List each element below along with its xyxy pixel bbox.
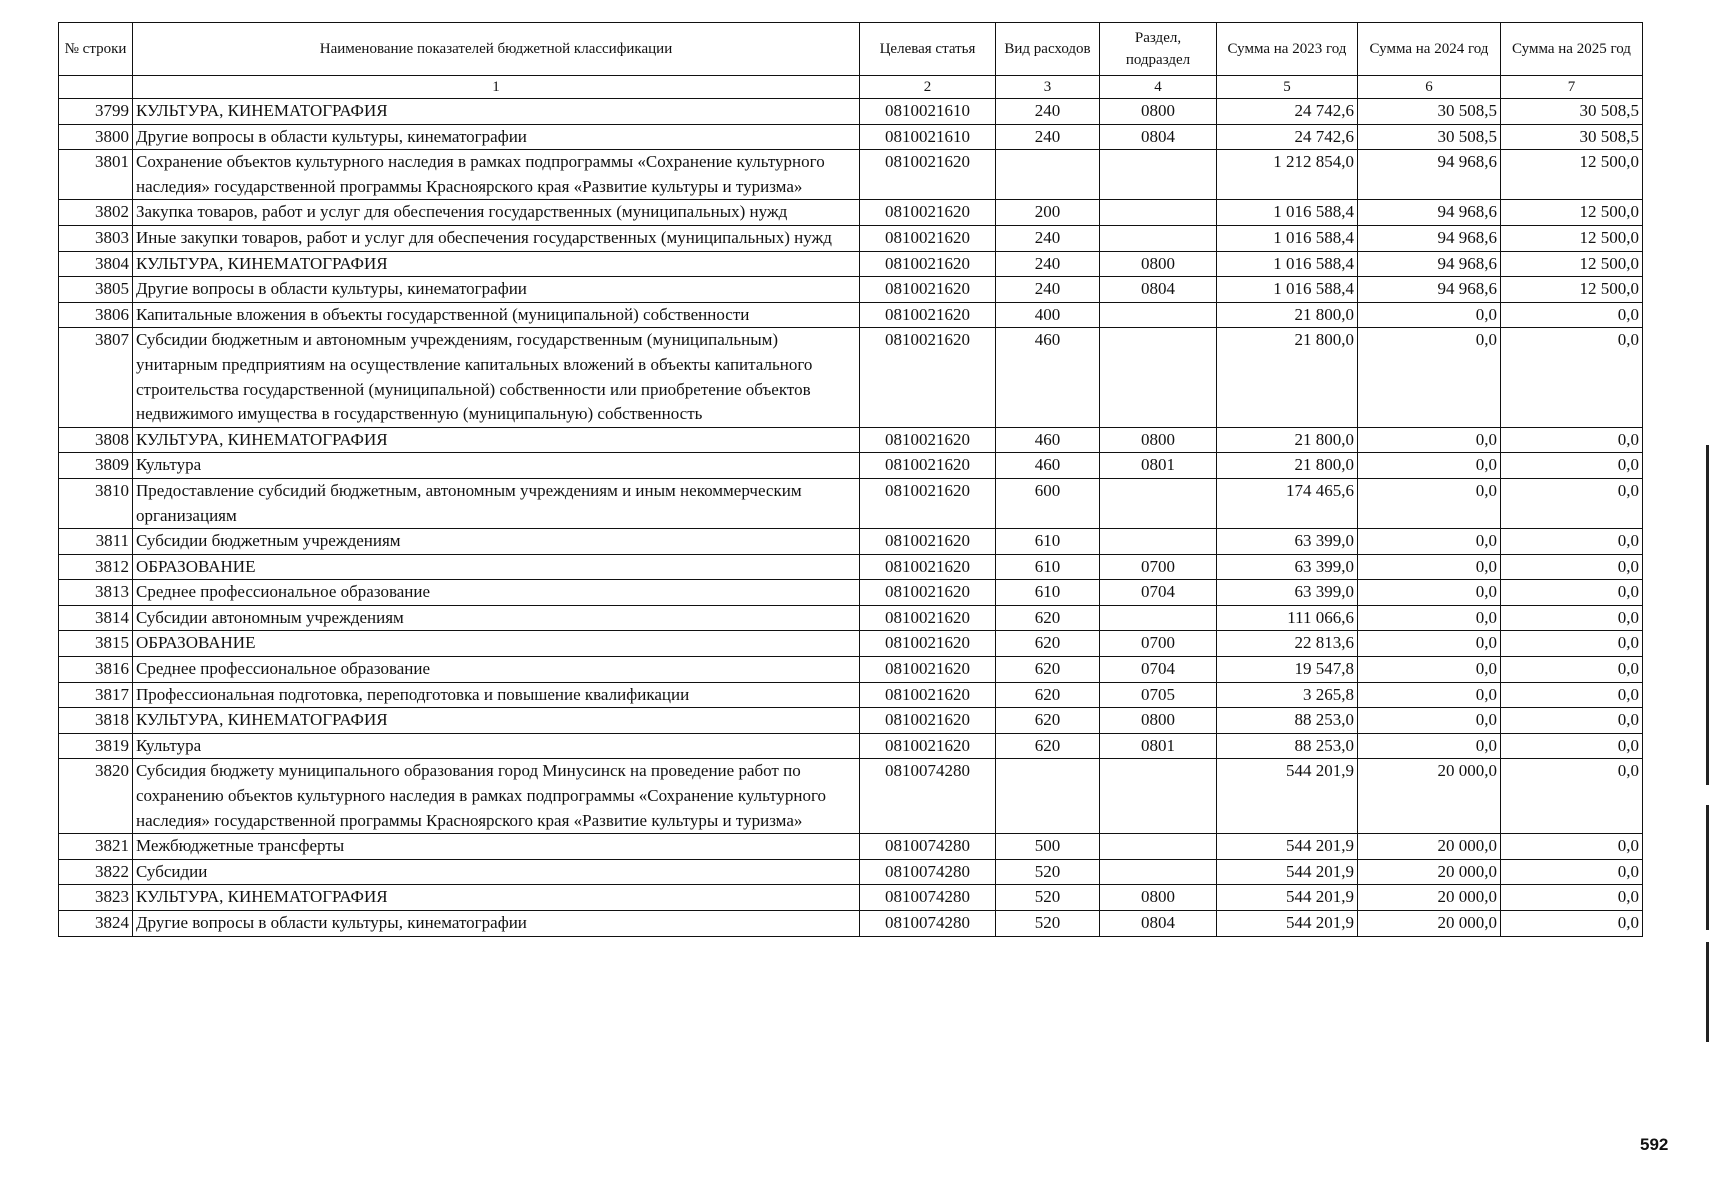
budget-table — [58, 22, 1643, 937]
table-row — [59, 99, 1643, 125]
target-article: 0810021620 — [860, 150, 996, 200]
sum-2025: 0,0 — [1501, 554, 1643, 580]
sum-2024: 0,0 — [1358, 453, 1501, 479]
expense-kind: 240 — [996, 225, 1100, 251]
sum-2025: 0,0 — [1501, 759, 1643, 834]
sum-2023: 1 016 588,4 — [1217, 277, 1358, 303]
section-code — [1100, 759, 1217, 834]
sum-2023: 1 016 588,4 — [1217, 200, 1358, 226]
section-code: 0800 — [1100, 885, 1217, 911]
expense-kind: 240 — [996, 99, 1100, 125]
indicator-name: Субсидии бюджетным и автономным учреждениям, государственным (муниципальным) унитарным предприятиям на осуществление капитальных вложений в объекты капитального строительства государственной (муниципальной) собственности или приобретение объектов недвижимого имущества в государственную (муниципальную) собственность — [133, 328, 860, 427]
row-number: 3812 — [59, 554, 133, 580]
expense-kind: 610 — [996, 580, 1100, 606]
target-article: 0810021610 — [860, 124, 996, 150]
column-number: 7 — [1501, 76, 1643, 99]
sum-2024: 0,0 — [1358, 708, 1501, 734]
row-number: 3823 — [59, 885, 133, 911]
row-number: 3802 — [59, 200, 133, 226]
sum-2023: 63 399,0 — [1217, 580, 1358, 606]
target-article: 0810021610 — [860, 99, 996, 125]
indicator-name: Иные закупки товаров, работ и услуг для обеспечения государственных (муниципальных) нужд — [133, 225, 860, 251]
target-article: 0810021620 — [860, 200, 996, 226]
sum-2025: 12 500,0 — [1501, 200, 1643, 226]
table-row — [59, 277, 1643, 303]
sum-2025: 12 500,0 — [1501, 277, 1643, 303]
sum-2025: 0,0 — [1501, 859, 1643, 885]
section-code — [1100, 302, 1217, 328]
expense-kind: 620 — [996, 708, 1100, 734]
row-number: 3800 — [59, 124, 133, 150]
sum-2024: 0,0 — [1358, 478, 1501, 528]
row-number: 3804 — [59, 251, 133, 277]
row-number: 3799 — [59, 99, 133, 125]
column-number — [59, 76, 133, 99]
sum-2024: 0,0 — [1358, 427, 1501, 453]
table-row — [59, 733, 1643, 759]
sum-2025: 0,0 — [1501, 478, 1643, 528]
table-row — [59, 580, 1643, 606]
sum-2024: 20 000,0 — [1358, 911, 1501, 937]
table-header-row — [59, 23, 1643, 76]
section-code: 0705 — [1100, 682, 1217, 708]
section-code: 0801 — [1100, 733, 1217, 759]
sum-2025: 12 500,0 — [1501, 251, 1643, 277]
target-article: 0810074280 — [860, 834, 996, 860]
sum-2023: 1 212 854,0 — [1217, 150, 1358, 200]
indicator-name: КУЛЬТУРА, КИНЕМАТОГРАФИЯ — [133, 251, 860, 277]
section-code: 0800 — [1100, 99, 1217, 125]
budget-table-sheet — [58, 22, 1642, 937]
expense-kind: 520 — [996, 911, 1100, 937]
sum-2024: 94 968,6 — [1358, 225, 1501, 251]
section-code: 0700 — [1100, 554, 1217, 580]
sum-2024: 0,0 — [1358, 328, 1501, 427]
expense-kind: 620 — [996, 682, 1100, 708]
indicator-name: Капитальные вложения в объекты государственной (муниципальной) собственности — [133, 302, 860, 328]
sum-2023: 544 201,9 — [1217, 834, 1358, 860]
row-number: 3805 — [59, 277, 133, 303]
sum-2025: 30 508,5 — [1501, 99, 1643, 125]
row-number: 3819 — [59, 733, 133, 759]
section-code: 0804 — [1100, 124, 1217, 150]
section-code: 0801 — [1100, 453, 1217, 479]
sum-2025: 0,0 — [1501, 427, 1643, 453]
sum-2023: 544 201,9 — [1217, 759, 1358, 834]
sum-2023: 544 201,9 — [1217, 911, 1358, 937]
sum-2024: 94 968,6 — [1358, 200, 1501, 226]
section-code: 0700 — [1100, 631, 1217, 657]
page-number: 592 — [1640, 1135, 1669, 1154]
target-article: 0810021620 — [860, 605, 996, 631]
section-code — [1100, 529, 1217, 555]
expense-kind: 620 — [996, 733, 1100, 759]
expense-kind: 200 — [996, 200, 1100, 226]
sum-2023: 88 253,0 — [1217, 708, 1358, 734]
expense-kind: 600 — [996, 478, 1100, 528]
sum-2025: 0,0 — [1501, 885, 1643, 911]
row-number: 3807 — [59, 328, 133, 427]
indicator-name: Сохранение объектов культурного наследия в рамках подпрограммы «Сохранение культурного наследия» государственной программы Красноярского края «Развитие культуры и туризма» — [133, 150, 860, 200]
table-row — [59, 328, 1643, 427]
indicator-name: Другие вопросы в области культуры, кинематографии — [133, 277, 860, 303]
target-article: 0810021620 — [860, 302, 996, 328]
expense-kind: 500 — [996, 834, 1100, 860]
column-number-row — [59, 76, 1643, 99]
sum-2024: 0,0 — [1358, 529, 1501, 555]
row-number: 3816 — [59, 657, 133, 683]
row-number: 3810 — [59, 478, 133, 528]
header-sum-2023: Сумма на 2023 год — [1217, 23, 1358, 76]
section-code: 0804 — [1100, 911, 1217, 937]
sum-2025: 0,0 — [1501, 911, 1643, 937]
expense-kind: 460 — [996, 328, 1100, 427]
row-number: 3818 — [59, 708, 133, 734]
row-number: 3815 — [59, 631, 133, 657]
indicator-name: КУЛЬТУРА, КИНЕМАТОГРАФИЯ — [133, 885, 860, 911]
indicator-name: Другие вопросы в области культуры, кинематографии — [133, 911, 860, 937]
section-code — [1100, 328, 1217, 427]
expense-kind: 400 — [996, 302, 1100, 328]
section-code — [1100, 859, 1217, 885]
sum-2023: 544 201,9 — [1217, 885, 1358, 911]
sum-2024: 94 968,6 — [1358, 251, 1501, 277]
target-article: 0810074280 — [860, 885, 996, 911]
sum-2025: 0,0 — [1501, 657, 1643, 683]
sum-2024: 0,0 — [1358, 657, 1501, 683]
sum-2024: 94 968,6 — [1358, 150, 1501, 200]
row-number: 3806 — [59, 302, 133, 328]
sum-2025: 0,0 — [1501, 453, 1643, 479]
target-article: 0810021620 — [860, 478, 996, 528]
target-article: 0810021620 — [860, 277, 996, 303]
sum-2024: 20 000,0 — [1358, 859, 1501, 885]
section-code — [1100, 478, 1217, 528]
table-row — [59, 657, 1643, 683]
target-article: 0810021620 — [860, 631, 996, 657]
indicator-name: Субсидии автономным учреждениям — [133, 605, 860, 631]
expense-kind: 620 — [996, 605, 1100, 631]
section-code — [1100, 150, 1217, 200]
indicator-name: КУЛЬТУРА, КИНЕМАТОГРАФИЯ — [133, 99, 860, 125]
column-number: 2 — [860, 76, 996, 99]
table-row — [59, 302, 1643, 328]
indicator-name: КУЛЬТУРА, КИНЕМАТОГРАФИЯ — [133, 427, 860, 453]
table-row — [59, 225, 1643, 251]
sum-2023: 21 800,0 — [1217, 328, 1358, 427]
header-expense-kind: Вид расходов — [996, 23, 1100, 76]
indicator-name: Закупка товаров, работ и услуг для обеспечения государственных (муниципальных) нужд — [133, 200, 860, 226]
indicator-name: Другие вопросы в области культуры, кинематографии — [133, 124, 860, 150]
sum-2025: 0,0 — [1501, 605, 1643, 631]
sum-2024: 94 968,6 — [1358, 277, 1501, 303]
table-row — [59, 859, 1643, 885]
table-row — [59, 885, 1643, 911]
target-article: 0810074280 — [860, 759, 996, 834]
header-sum-2024: Сумма на 2024 год — [1358, 23, 1501, 76]
sum-2023: 63 399,0 — [1217, 554, 1358, 580]
sum-2023: 21 800,0 — [1217, 453, 1358, 479]
section-code — [1100, 200, 1217, 226]
section-code — [1100, 225, 1217, 251]
header-row-number: № строки — [59, 23, 133, 76]
column-number: 3 — [996, 76, 1100, 99]
sum-2023: 63 399,0 — [1217, 529, 1358, 555]
table-row — [59, 682, 1643, 708]
header-target-article: Целевая статья — [860, 23, 996, 76]
scan-edge-mark — [1706, 805, 1709, 930]
header-sum-2025: Сумма на 2025 год — [1501, 23, 1643, 76]
target-article: 0810021620 — [860, 529, 996, 555]
table-row — [59, 150, 1643, 200]
expense-kind: 240 — [996, 124, 1100, 150]
sum-2023: 111 066,6 — [1217, 605, 1358, 631]
row-number: 3820 — [59, 759, 133, 834]
table-row — [59, 911, 1643, 937]
sum-2024: 20 000,0 — [1358, 759, 1501, 834]
indicator-name: Предоставление субсидий бюджетным, автономным учреждениям и иным некоммерческим организациям — [133, 478, 860, 528]
table-row — [59, 124, 1643, 150]
scan-edge-mark — [1706, 942, 1709, 1042]
header-section: Раздел, подраздел — [1100, 23, 1217, 76]
indicator-name: Субсидии бюджетным учреждениям — [133, 529, 860, 555]
target-article: 0810021620 — [860, 682, 996, 708]
sum-2025: 12 500,0 — [1501, 225, 1643, 251]
target-article: 0810021620 — [860, 427, 996, 453]
table-row — [59, 251, 1643, 277]
table-row — [59, 554, 1643, 580]
row-number: 3814 — [59, 605, 133, 631]
expense-kind: 610 — [996, 529, 1100, 555]
row-number: 3817 — [59, 682, 133, 708]
sum-2025: 0,0 — [1501, 733, 1643, 759]
row-number: 3821 — [59, 834, 133, 860]
table-row — [59, 478, 1643, 528]
indicator-name: Межбюджетные трансферты — [133, 834, 860, 860]
expense-kind: 610 — [996, 554, 1100, 580]
target-article: 0810021620 — [860, 328, 996, 427]
sum-2025: 0,0 — [1501, 708, 1643, 734]
target-article: 0810021620 — [860, 708, 996, 734]
sum-2024: 30 508,5 — [1358, 124, 1501, 150]
target-article: 0810021620 — [860, 453, 996, 479]
expense-kind: 520 — [996, 885, 1100, 911]
sum-2025: 0,0 — [1501, 682, 1643, 708]
sum-2024: 0,0 — [1358, 682, 1501, 708]
expense-kind — [996, 150, 1100, 200]
sum-2024: 20 000,0 — [1358, 834, 1501, 860]
indicator-name: Культура — [133, 453, 860, 479]
column-number: 5 — [1217, 76, 1358, 99]
sum-2024: 0,0 — [1358, 631, 1501, 657]
sum-2025: 0,0 — [1501, 328, 1643, 427]
row-number: 3809 — [59, 453, 133, 479]
row-number: 3822 — [59, 859, 133, 885]
sum-2023: 174 465,6 — [1217, 478, 1358, 528]
row-number: 3813 — [59, 580, 133, 606]
sum-2023: 88 253,0 — [1217, 733, 1358, 759]
target-article: 0810074280 — [860, 911, 996, 937]
scan-edge-mark — [1706, 445, 1709, 785]
sum-2023: 19 547,8 — [1217, 657, 1358, 683]
sum-2025: 0,0 — [1501, 302, 1643, 328]
sum-2024: 30 508,5 — [1358, 99, 1501, 125]
expense-kind: 520 — [996, 859, 1100, 885]
target-article: 0810021620 — [860, 225, 996, 251]
indicator-name: Субсидии — [133, 859, 860, 885]
section-code: 0704 — [1100, 657, 1217, 683]
expense-kind: 460 — [996, 453, 1100, 479]
sum-2023: 1 016 588,4 — [1217, 251, 1358, 277]
sum-2024: 0,0 — [1358, 733, 1501, 759]
sum-2024: 20 000,0 — [1358, 885, 1501, 911]
sum-2024: 0,0 — [1358, 302, 1501, 328]
indicator-name: Профессиональная подготовка, переподготовка и повышение квалификации — [133, 682, 860, 708]
sum-2025: 0,0 — [1501, 529, 1643, 555]
table-row — [59, 834, 1643, 860]
table-row — [59, 529, 1643, 555]
section-code: 0704 — [1100, 580, 1217, 606]
expense-kind: 620 — [996, 631, 1100, 657]
row-number: 3803 — [59, 225, 133, 251]
sum-2023: 544 201,9 — [1217, 859, 1358, 885]
indicator-name: Среднее профессиональное образование — [133, 580, 860, 606]
row-number: 3801 — [59, 150, 133, 200]
indicator-name: Культура — [133, 733, 860, 759]
indicator-name: КУЛЬТУРА, КИНЕМАТОГРАФИЯ — [133, 708, 860, 734]
sum-2024: 0,0 — [1358, 580, 1501, 606]
expense-kind: 460 — [996, 427, 1100, 453]
sum-2024: 0,0 — [1358, 605, 1501, 631]
section-code: 0800 — [1100, 708, 1217, 734]
sum-2025: 0,0 — [1501, 631, 1643, 657]
section-code: 0804 — [1100, 277, 1217, 303]
expense-kind: 240 — [996, 277, 1100, 303]
sum-2025: 30 508,5 — [1501, 124, 1643, 150]
column-number: 1 — [133, 76, 860, 99]
target-article: 0810021620 — [860, 554, 996, 580]
row-number: 3808 — [59, 427, 133, 453]
target-article: 0810021620 — [860, 251, 996, 277]
sum-2024: 0,0 — [1358, 554, 1501, 580]
target-article: 0810021620 — [860, 657, 996, 683]
expense-kind — [996, 759, 1100, 834]
sum-2023: 21 800,0 — [1217, 427, 1358, 453]
column-number: 4 — [1100, 76, 1217, 99]
indicator-name: ОБРАЗОВАНИЕ — [133, 554, 860, 580]
row-number: 3811 — [59, 529, 133, 555]
header-name: Наименование показателей бюджетной классификации — [133, 23, 860, 76]
table-row — [59, 631, 1643, 657]
table-row — [59, 427, 1643, 453]
column-number: 6 — [1358, 76, 1501, 99]
table-row — [59, 605, 1643, 631]
sum-2025: 0,0 — [1501, 834, 1643, 860]
sum-2023: 21 800,0 — [1217, 302, 1358, 328]
table-row — [59, 708, 1643, 734]
sum-2023: 22 813,6 — [1217, 631, 1358, 657]
sum-2023: 24 742,6 — [1217, 99, 1358, 125]
indicator-name: Среднее профессиональное образование — [133, 657, 860, 683]
sum-2023: 3 265,8 — [1217, 682, 1358, 708]
table-row — [59, 200, 1643, 226]
sum-2023: 24 742,6 — [1217, 124, 1358, 150]
indicator-name: ОБРАЗОВАНИЕ — [133, 631, 860, 657]
sum-2023: 1 016 588,4 — [1217, 225, 1358, 251]
expense-kind: 620 — [996, 657, 1100, 683]
table-row — [59, 759, 1643, 834]
expense-kind: 240 — [996, 251, 1100, 277]
table-row — [59, 453, 1643, 479]
sum-2025: 12 500,0 — [1501, 150, 1643, 200]
target-article: 0810074280 — [860, 859, 996, 885]
section-code: 0800 — [1100, 251, 1217, 277]
table-body — [59, 99, 1643, 937]
indicator-name: Субсидия бюджету муниципального образования город Минусинск на проведение работ по сохранению объектов культурного наследия в рамках подпрограммы «Сохранение культурного наследия» государственной программы Красноярского края «Развитие культуры и туризма» — [133, 759, 860, 834]
section-code — [1100, 605, 1217, 631]
section-code: 0800 — [1100, 427, 1217, 453]
section-code — [1100, 834, 1217, 860]
target-article: 0810021620 — [860, 580, 996, 606]
row-number: 3824 — [59, 911, 133, 937]
target-article: 0810021620 — [860, 733, 996, 759]
sum-2025: 0,0 — [1501, 580, 1643, 606]
